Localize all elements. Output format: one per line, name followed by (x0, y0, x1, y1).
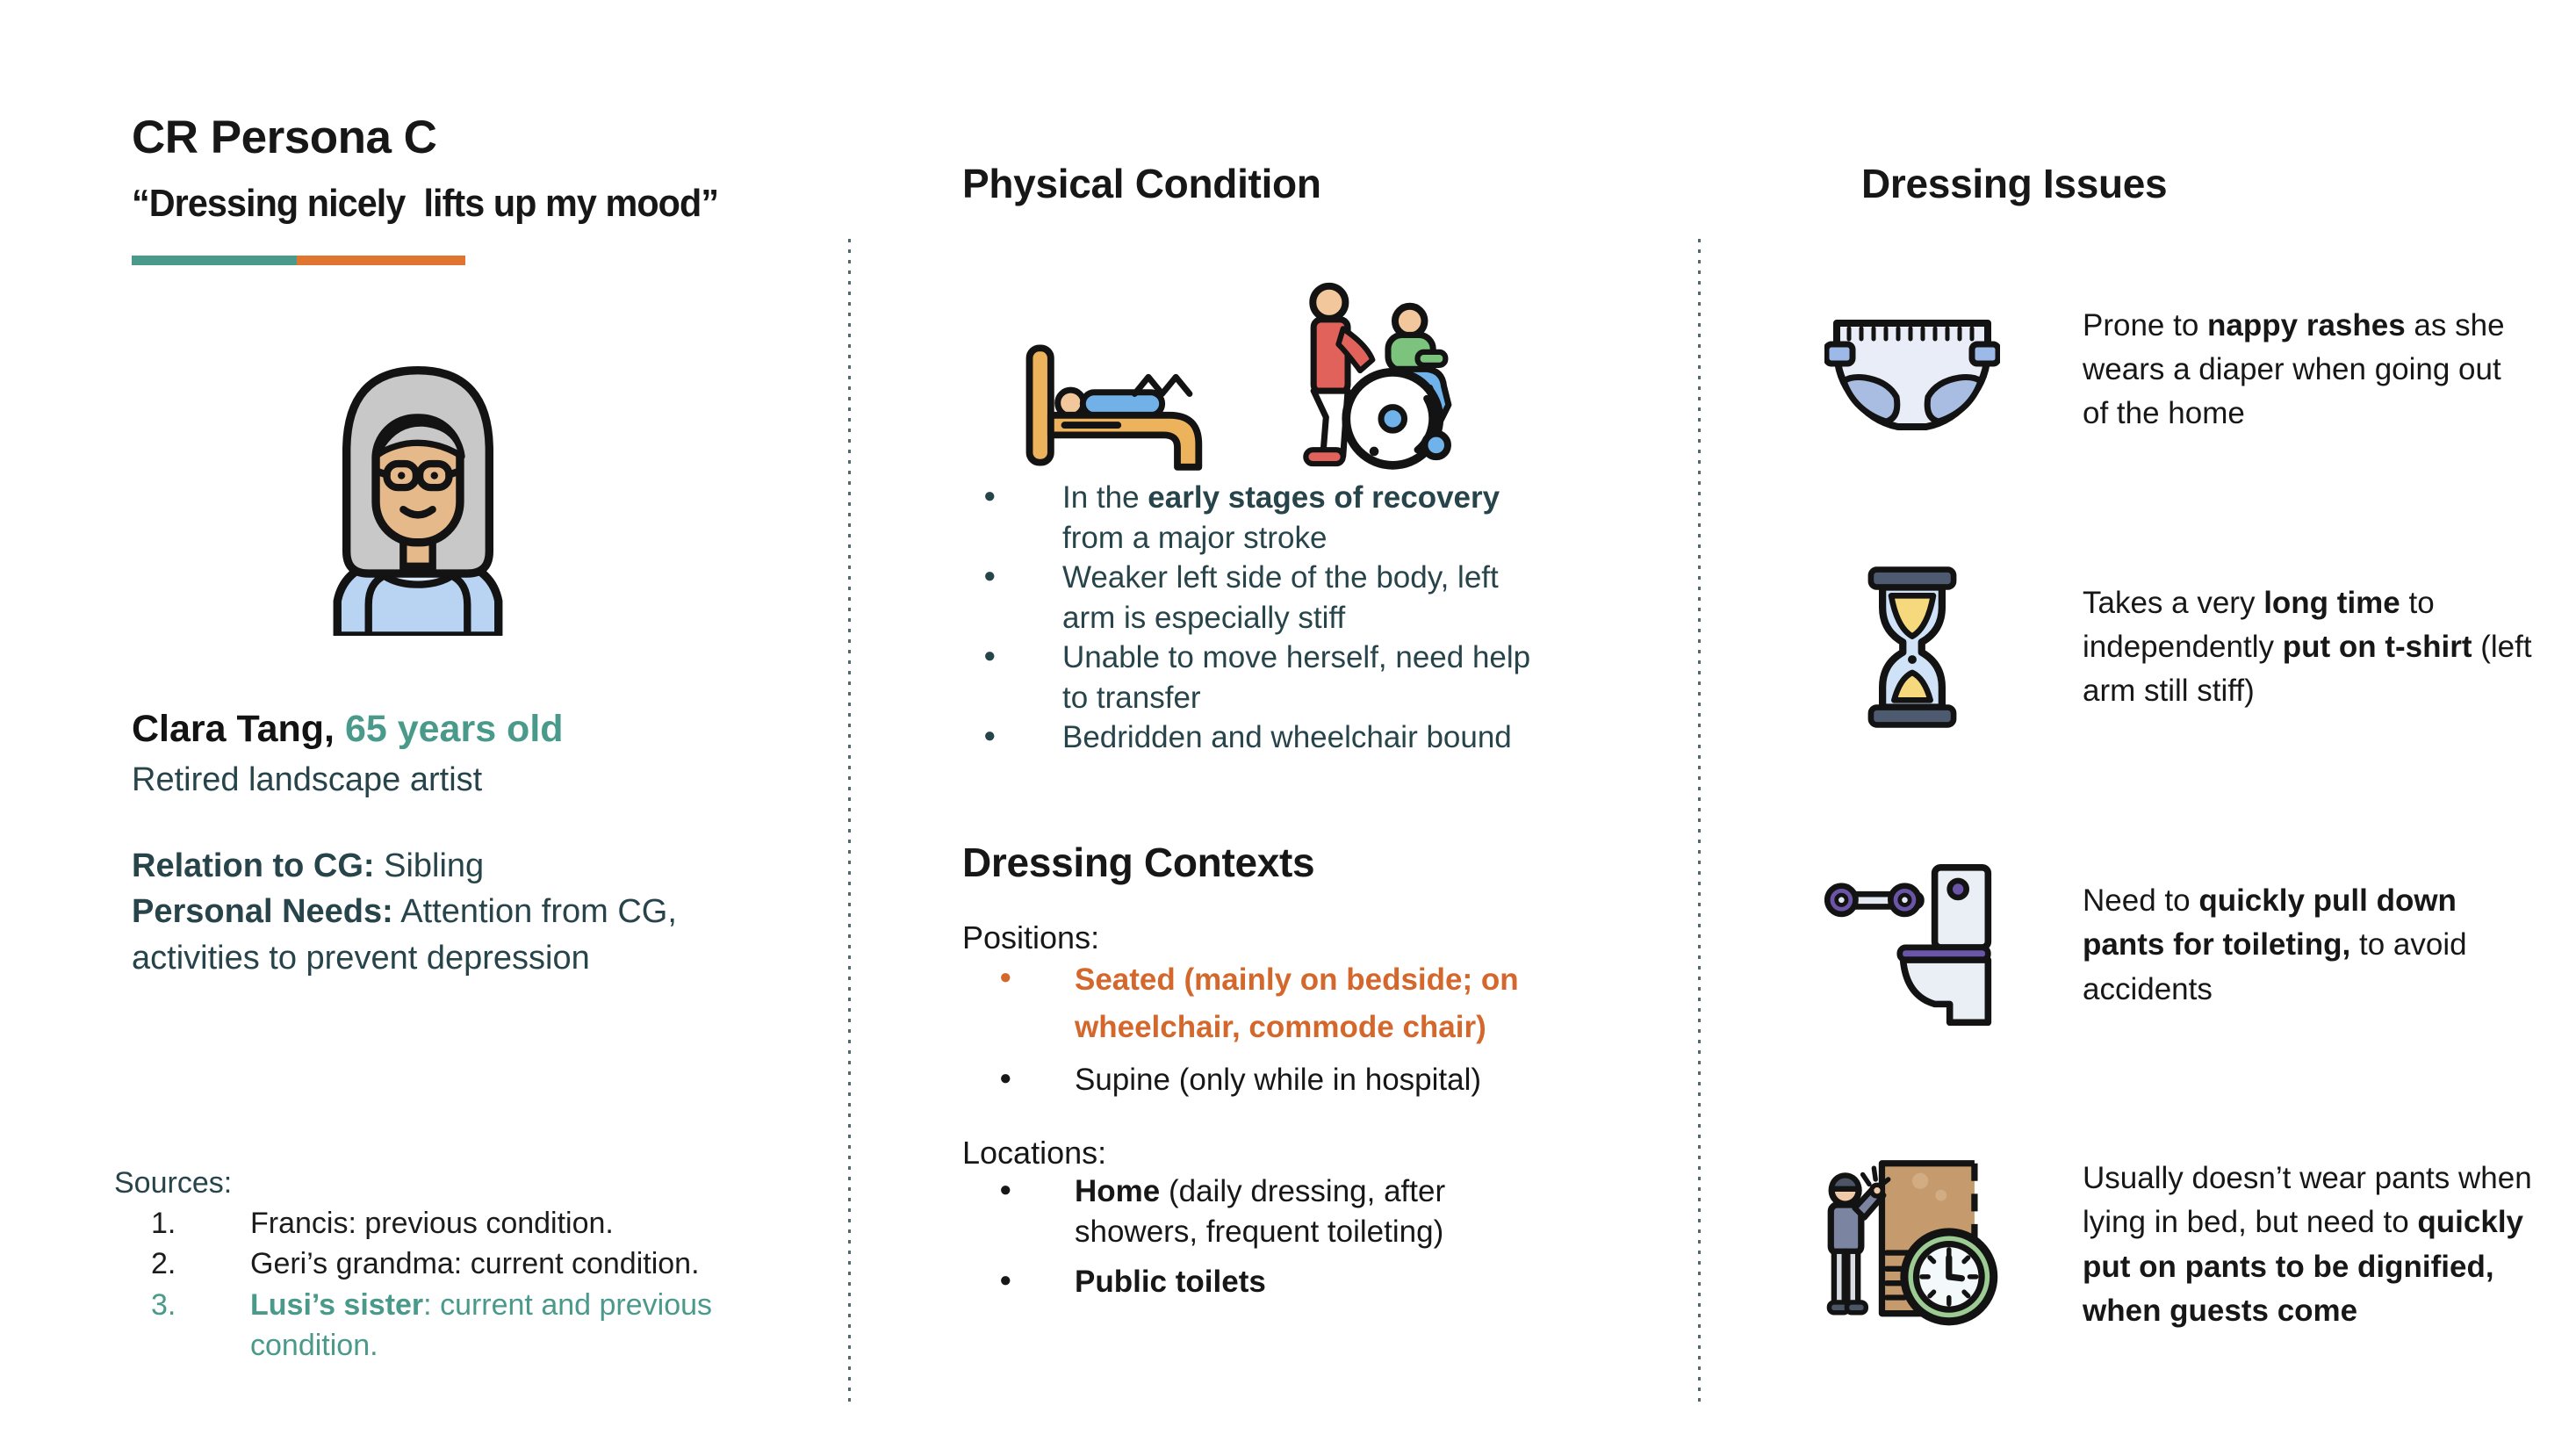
dressing-issue-text: Prone to nappy rashes as she wears a diaper when going out of the home (2083, 307, 2505, 431)
source-number: 3. (151, 1287, 176, 1322)
position-item: ● Seated (mainly on bedside; on wheelchair, commode chair) (962, 956, 1568, 1052)
persona-summary-column (114, 111, 843, 1362)
location-item: ● Public toilets (962, 1262, 1568, 1303)
dressing-issues-column (1824, 160, 2536, 1335)
persona-occupation: Retired landscape artist (132, 761, 483, 798)
persona-quote: “Dressing nicely lifts up my mood” (132, 182, 719, 225)
dressing-contexts-heading: Dressing Contexts (962, 839, 1315, 885)
physical-bullet: ● In the early stages of recovery from a major stroke (962, 478, 1559, 558)
source-text: Geri’s grandma: current condition. (250, 1247, 700, 1281)
patient-in-bed-icon (1020, 333, 1219, 478)
physical-bullet: ● Unable to move herself, need help to transfer (962, 638, 1559, 717)
source-number: 1. (151, 1207, 176, 1241)
source-number: 2. (151, 1247, 176, 1281)
source-text: Lusi’s sister: current and previous condition. (250, 1287, 713, 1362)
sources-label: Sources: (114, 1166, 233, 1200)
dressing-issue-text: Need to quickly pull down pants for toileting, to avoid accidents (2083, 883, 2467, 1006)
personal-needs-line: Personal Needs: Attention from CG, activities to prevent depression (132, 893, 677, 977)
person-knocking-door-clock-icon (1824, 1155, 2000, 1335)
positions-label: Positions: (962, 919, 1100, 955)
dressing-issue-row (1824, 1155, 2536, 1335)
physical-bullet: ● Bedridden and wheelchair bound (962, 717, 1559, 758)
hourglass-icon (1824, 564, 2000, 731)
locations-list (962, 1171, 1568, 1303)
dressing-issue-text: Usually doesn’t wear pants when lying in bed, but need to quickly put on pants to be dignified, when guests come (2083, 1161, 2532, 1328)
sources-section (114, 1163, 781, 1366)
toilet-grab-bar-icon (1824, 864, 2000, 1027)
physical-bullet: ● Weaker left side of the body, left arm is especially stiff (962, 558, 1559, 638)
persona-name-age: Clara Tang, 65 years old (132, 708, 564, 750)
accent-bar-teal-segment (132, 256, 297, 265)
accent-bar-orange-segment (297, 256, 465, 265)
positions-list (962, 956, 1568, 1101)
locations-label: Locations: (962, 1134, 1107, 1171)
dotted-divider (848, 239, 851, 1403)
dressing-issue-row (1824, 864, 2536, 1027)
dressing-issues-heading: Dressing Issues (1861, 161, 2168, 206)
source-item (114, 1285, 781, 1366)
dressing-issue-row (1824, 564, 2536, 731)
source-item (114, 1244, 781, 1284)
caregiver-pushing-wheelchair-icon (1275, 271, 1461, 478)
accent-bar (132, 256, 465, 265)
relation-to-cg-line: Relation to CG: Sibling (132, 847, 485, 884)
position-item: ● Supine (only while in hospital) (962, 1060, 1568, 1101)
diaper-icon (1824, 292, 2000, 448)
physical-condition-list (962, 478, 1559, 758)
relation-needs-block (132, 843, 746, 981)
dotted-divider (1698, 239, 1701, 1403)
elderly-woman-avatar-icon (306, 334, 530, 636)
source-item (114, 1203, 781, 1244)
page-title: CR Persona C (132, 112, 437, 163)
physical-condition-column (962, 160, 1647, 1311)
dressing-issue-text: Takes a very long time to independently put on t-shirt (left arm still stiff) (2083, 585, 2532, 709)
source-text: Francis: previous condition. (250, 1207, 614, 1241)
dressing-issue-row (1824, 292, 2536, 448)
physical-condition-icons (1020, 269, 1647, 478)
location-item: ● Home (daily dressing, after showers, frequent toileting) (962, 1171, 1568, 1253)
physical-condition-heading: Physical Condition (962, 161, 1321, 206)
